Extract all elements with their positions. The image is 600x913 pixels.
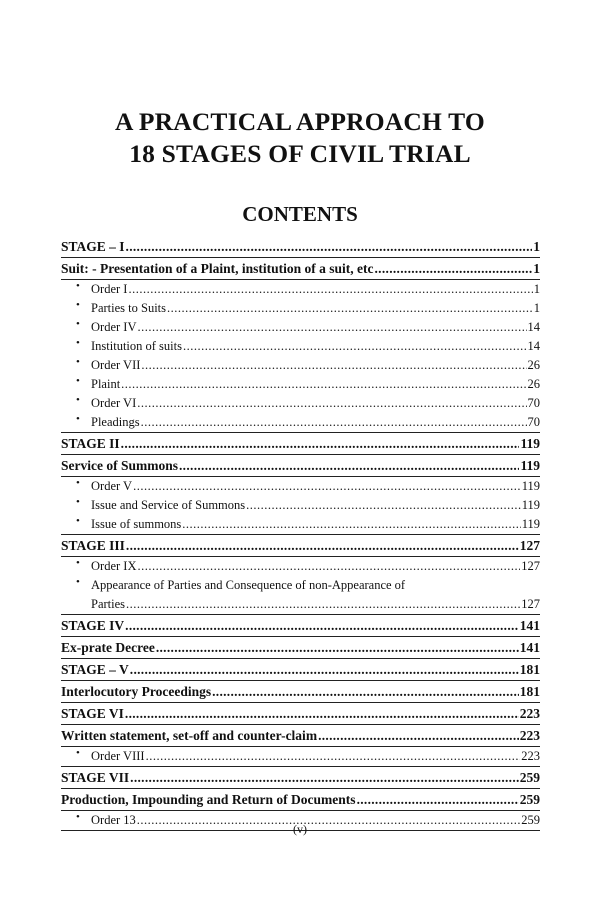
toc-row <box>61 433 540 454</box>
toc-row <box>61 280 540 299</box>
toc-row <box>61 767 540 788</box>
dot-leader <box>146 747 521 766</box>
toc-row <box>61 337 540 356</box>
toc-label: STAGE VI <box>61 706 124 721</box>
toc-label: STAGE III <box>61 538 125 553</box>
bullet-icon: • <box>76 496 80 508</box>
toc-page-number: 70 <box>527 396 540 410</box>
toc-entry <box>61 455 540 477</box>
toc-label: Service of Summons <box>61 458 178 473</box>
toc-row <box>61 318 540 337</box>
dot-leader <box>137 557 520 576</box>
toc-row <box>61 659 540 680</box>
bullet-icon: • <box>76 413 80 425</box>
toc-page-number: 119 <box>520 458 540 473</box>
bullet-icon: • <box>76 811 80 823</box>
dot-leader <box>137 394 526 413</box>
toc-subentry <box>61 299 540 318</box>
toc-label: Parties to Suits <box>91 301 167 315</box>
dot-leader <box>126 535 519 556</box>
bullet-icon: • <box>76 394 80 406</box>
toc-page-number: 223 <box>519 706 540 721</box>
toc-page-number: 14 <box>527 339 540 353</box>
dot-leader <box>125 615 519 636</box>
toc-page-number: 127 <box>521 597 540 611</box>
toc-label: Order VIII <box>91 749 145 763</box>
bullet-icon: • <box>76 280 80 292</box>
book-title <box>0 106 600 170</box>
toc-row <box>61 496 540 515</box>
dot-leader <box>121 433 520 454</box>
toc-entry <box>61 703 540 725</box>
toc-row <box>61 595 540 614</box>
toc-row <box>61 557 540 576</box>
toc-entry <box>61 681 540 703</box>
dot-leader <box>133 477 521 496</box>
toc-row <box>61 535 540 556</box>
toc-row <box>61 615 540 636</box>
toc-row <box>61 477 540 496</box>
toc-page-number: 223 <box>521 749 540 763</box>
toc-page-number: 127 <box>519 538 540 553</box>
title-line-2: 18 STAGES OF CIVIL TRIAL <box>129 139 471 168</box>
toc-page-number: 119 <box>520 436 540 451</box>
toc-entry-label-line: Appearance of Parties and Consequence of non-Appearance of <box>91 578 406 592</box>
toc-label: STAGE – V <box>61 662 129 677</box>
dot-leader <box>126 595 520 614</box>
toc-entry <box>61 725 540 747</box>
toc-page-number: 259 <box>519 770 540 785</box>
toc-label: Ex-prate Decree <box>61 640 155 655</box>
toc-label: Order 13 <box>91 813 136 827</box>
toc-label: Order VII <box>91 358 141 372</box>
toc-subentry <box>61 557 540 576</box>
toc-subentry <box>61 375 540 394</box>
dot-leader <box>156 637 519 658</box>
toc-page-number: 259 <box>519 792 540 807</box>
toc-label: Plaint <box>91 377 121 391</box>
toc-row <box>61 375 540 394</box>
bullet-icon: • <box>76 515 80 527</box>
bullet-icon: • <box>76 318 80 330</box>
toc-entry <box>61 535 540 557</box>
toc-page-number: 1 <box>533 282 540 296</box>
dot-leader <box>141 356 526 375</box>
dot-leader <box>125 703 519 724</box>
toc-subentry <box>61 356 540 375</box>
toc-label: Institution of suits <box>91 339 182 353</box>
toc-subentry <box>61 337 540 356</box>
toc-row <box>61 637 540 658</box>
toc-label: Written statement, set-off and counter-claim <box>61 728 318 743</box>
toc-page-number: 119 <box>521 479 540 493</box>
toc-label: Production, Impounding and Return of Documents <box>61 792 356 807</box>
toc-entry <box>61 236 540 258</box>
toc-label: Issue of summons <box>91 517 182 531</box>
title-line-1: A PRACTICAL APPROACH TO <box>115 107 485 136</box>
toc-page-number: 14 <box>527 320 540 334</box>
toc-page-number: 70 <box>527 415 540 429</box>
toc-page-number: 1 <box>533 261 540 276</box>
toc-label: Parties <box>91 597 126 611</box>
dot-leader <box>141 413 527 432</box>
toc-row <box>61 725 540 746</box>
toc-subentry <box>61 747 540 767</box>
toc-page-number: 141 <box>519 640 540 655</box>
toc-page-number: 223 <box>519 728 540 743</box>
toc-subentry <box>61 477 540 496</box>
toc-page-number: 119 <box>521 517 540 531</box>
toc-page-number: 26 <box>527 377 540 391</box>
toc-row <box>61 236 540 257</box>
toc-label: STAGE II <box>61 436 120 451</box>
toc-page-number: 26 <box>527 358 540 372</box>
toc-label: Pleadings <box>91 415 140 429</box>
toc-entry <box>61 637 540 659</box>
toc-page-number: 181 <box>519 662 540 677</box>
toc-label: Order IV <box>91 320 137 334</box>
dot-leader <box>137 318 526 337</box>
bullet-icon: • <box>76 337 80 349</box>
dot-leader <box>126 236 533 257</box>
toc-page-number: 1 <box>533 239 540 254</box>
dot-leader <box>183 337 527 356</box>
toc-entry <box>61 433 540 455</box>
page-number: (v) <box>293 822 307 836</box>
toc-page-number: 141 <box>519 618 540 633</box>
bullet-icon: • <box>76 747 80 759</box>
dot-leader <box>130 767 519 788</box>
bullet-icon: • <box>76 375 80 387</box>
toc-label: STAGE – I <box>61 239 125 254</box>
table-of-contents <box>61 236 540 831</box>
bullet-icon: • <box>76 576 80 588</box>
dot-leader <box>357 789 519 810</box>
toc-subentry <box>61 496 540 515</box>
toc-entry <box>61 258 540 280</box>
contents-heading: CONTENTS <box>242 202 358 226</box>
dot-leader <box>179 455 519 476</box>
bullet-icon: • <box>76 299 80 311</box>
toc-label: Suit: - Presentation of a Plaint, institution of a suit, etc <box>61 261 374 276</box>
dot-leader <box>212 681 519 702</box>
toc-row <box>61 413 540 432</box>
toc-label: Order VI <box>91 396 137 410</box>
toc-page-number: 181 <box>519 684 540 699</box>
toc-row <box>61 394 540 413</box>
toc-row <box>61 258 540 279</box>
bullet-icon: • <box>76 356 80 368</box>
toc-label: Order I <box>91 282 128 296</box>
toc-label: Order V <box>91 479 133 493</box>
toc-row <box>61 703 540 724</box>
toc-subentry <box>61 576 540 615</box>
toc-label: STAGE IV <box>61 618 125 633</box>
toc-label: Order IX <box>91 559 137 573</box>
bullet-icon: • <box>76 477 80 489</box>
toc-subentry <box>61 413 540 433</box>
toc-row <box>61 515 540 534</box>
toc-row <box>61 681 540 702</box>
toc-label: STAGE VII <box>61 770 130 785</box>
toc-row <box>61 747 540 766</box>
bullet-icon: • <box>76 557 80 569</box>
toc-label: Interlocutory Proceedings <box>61 684 212 699</box>
toc-label: Issue and Service of Summons <box>91 498 246 512</box>
toc-entry <box>61 789 540 811</box>
dot-leader <box>318 725 519 746</box>
toc-row <box>61 789 540 810</box>
toc-page-number: 127 <box>521 559 540 573</box>
dot-leader <box>375 258 533 279</box>
toc-subentry <box>61 318 540 337</box>
dot-leader <box>128 280 532 299</box>
toc-subentry <box>61 394 540 413</box>
toc-entry <box>61 767 540 789</box>
toc-page-number: 259 <box>521 813 540 827</box>
dot-leader <box>121 375 526 394</box>
dot-leader <box>182 515 520 534</box>
toc-page-number: 1 <box>533 301 540 315</box>
toc-row <box>61 455 540 476</box>
toc-subentry <box>61 515 540 535</box>
toc-row <box>61 356 540 375</box>
toc-row <box>61 299 540 318</box>
dot-leader <box>167 299 533 318</box>
dot-leader <box>130 659 519 680</box>
toc-subentry <box>61 280 540 299</box>
toc-page-number: 119 <box>521 498 540 512</box>
dot-leader <box>246 496 521 515</box>
toc-entry <box>61 659 540 681</box>
toc-entry <box>61 615 540 637</box>
